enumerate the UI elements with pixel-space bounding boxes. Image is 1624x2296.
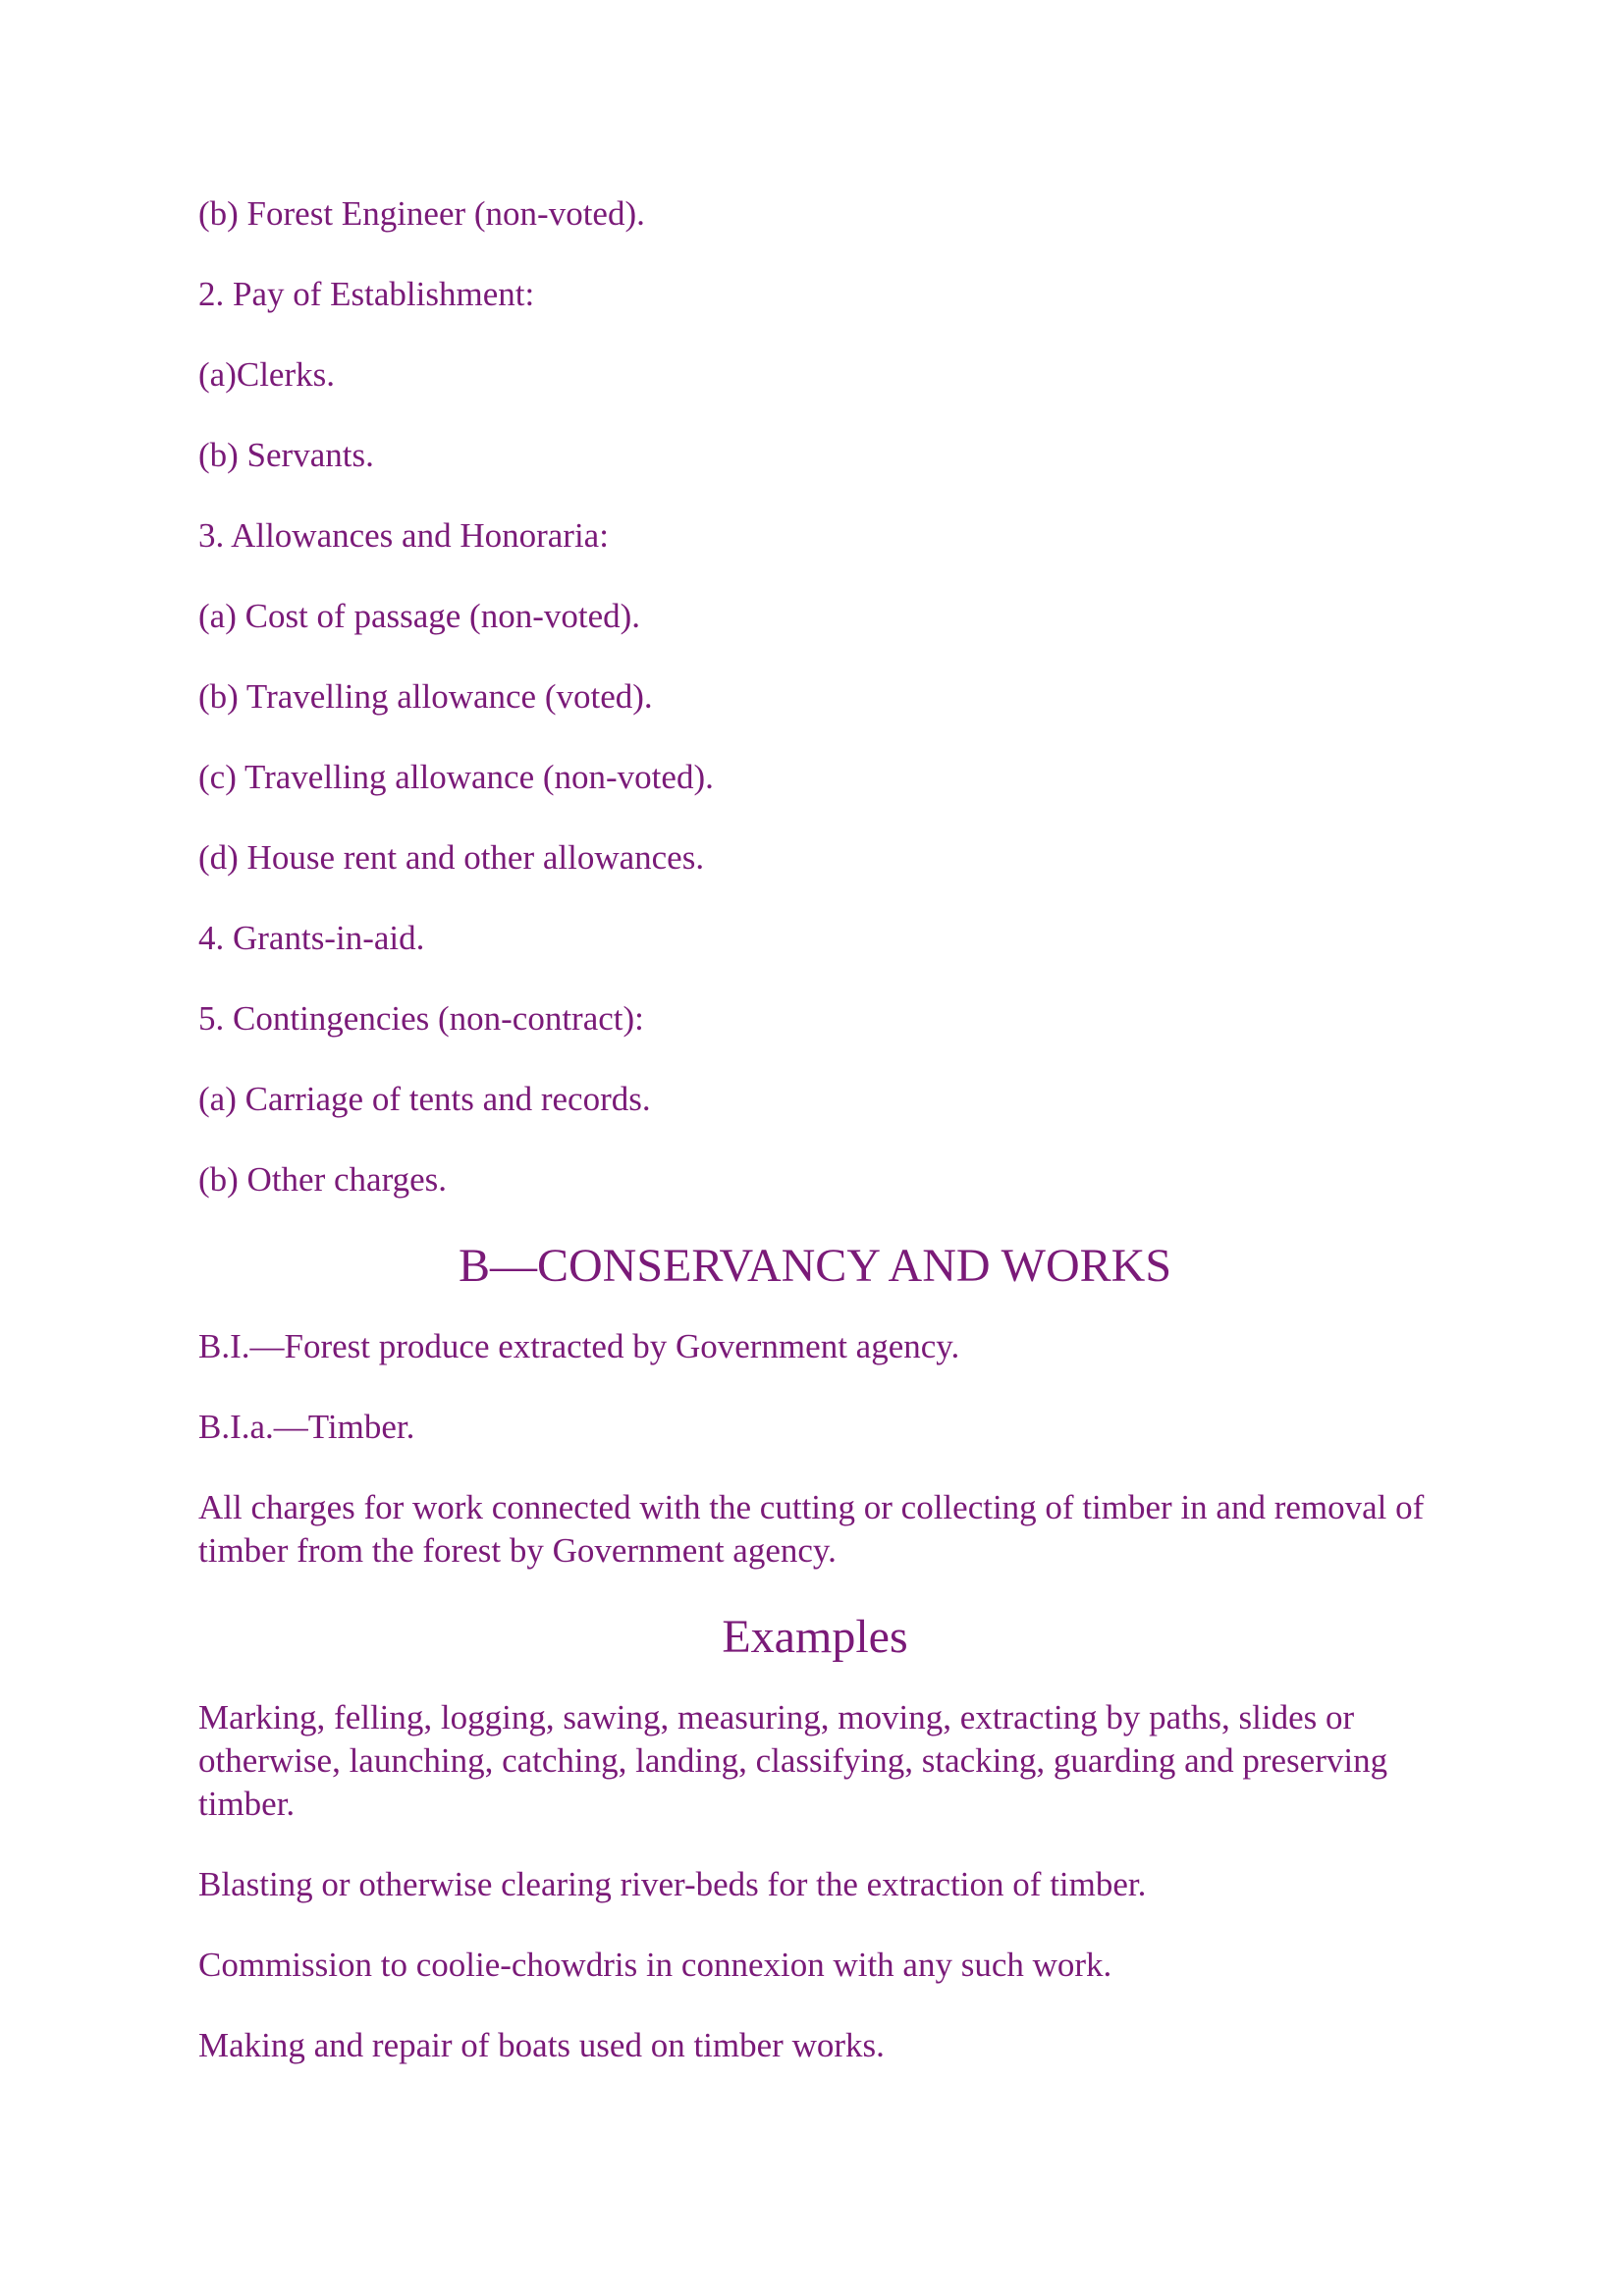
text-line: 2. Pay of Establishment: <box>198 275 535 313</box>
text-line: Commission to coolie-chowdris in connexion with any such work. <box>198 1946 1112 1984</box>
text-line: (b) Servants. <box>198 436 374 474</box>
text-line: 4. Grants-in-aid. <box>198 919 425 957</box>
text-line: 5. Contingencies (non-contract): <box>198 999 644 1038</box>
paragraph: All charges for work connected with the cutting or collecting of timber in and removal of timber from the forest by Government agency. <box>198 1488 1425 1570</box>
text-line: (d) House rent and other allowances. <box>198 838 705 877</box>
text-line: (b) Travelling allowance (voted). <box>198 677 653 716</box>
examples-heading: Examples <box>722 1611 908 1663</box>
text-line: B.I.—Forest produce extracted by Government agency. <box>198 1327 960 1365</box>
section-heading: B—CONSERVANCY AND WORKS <box>458 1240 1172 1292</box>
text-line: 3. Allowances and Honoraria: <box>198 516 609 555</box>
text-line: (b) Forest Engineer (non-voted). <box>198 194 645 233</box>
text-line: Blasting or otherwise clearing river-beds for the extraction of timber. <box>198 1865 1147 1903</box>
text-line: (c) Travelling allowance (non-voted). <box>198 758 714 796</box>
text-line: (a)Clerks. <box>198 355 335 394</box>
text-line: (b) Other charges. <box>198 1160 447 1199</box>
text-line: Making and repair of boats used on timber works. <box>198 2026 885 2064</box>
text-line: (a) Carriage of tents and records. <box>198 1080 651 1118</box>
paragraph: Marking, felling, logging, sawing, measuring, moving, extracting by paths, slides or otherwise, launching, catching, landing, classifying, stacking, guarding and preserving timber. <box>198 1698 1388 1823</box>
text-line: B.I.a.—Timber. <box>198 1408 415 1446</box>
document-page <box>198 192 1432 2105</box>
text-line: (a) Cost of passage (non-voted). <box>198 597 641 635</box>
